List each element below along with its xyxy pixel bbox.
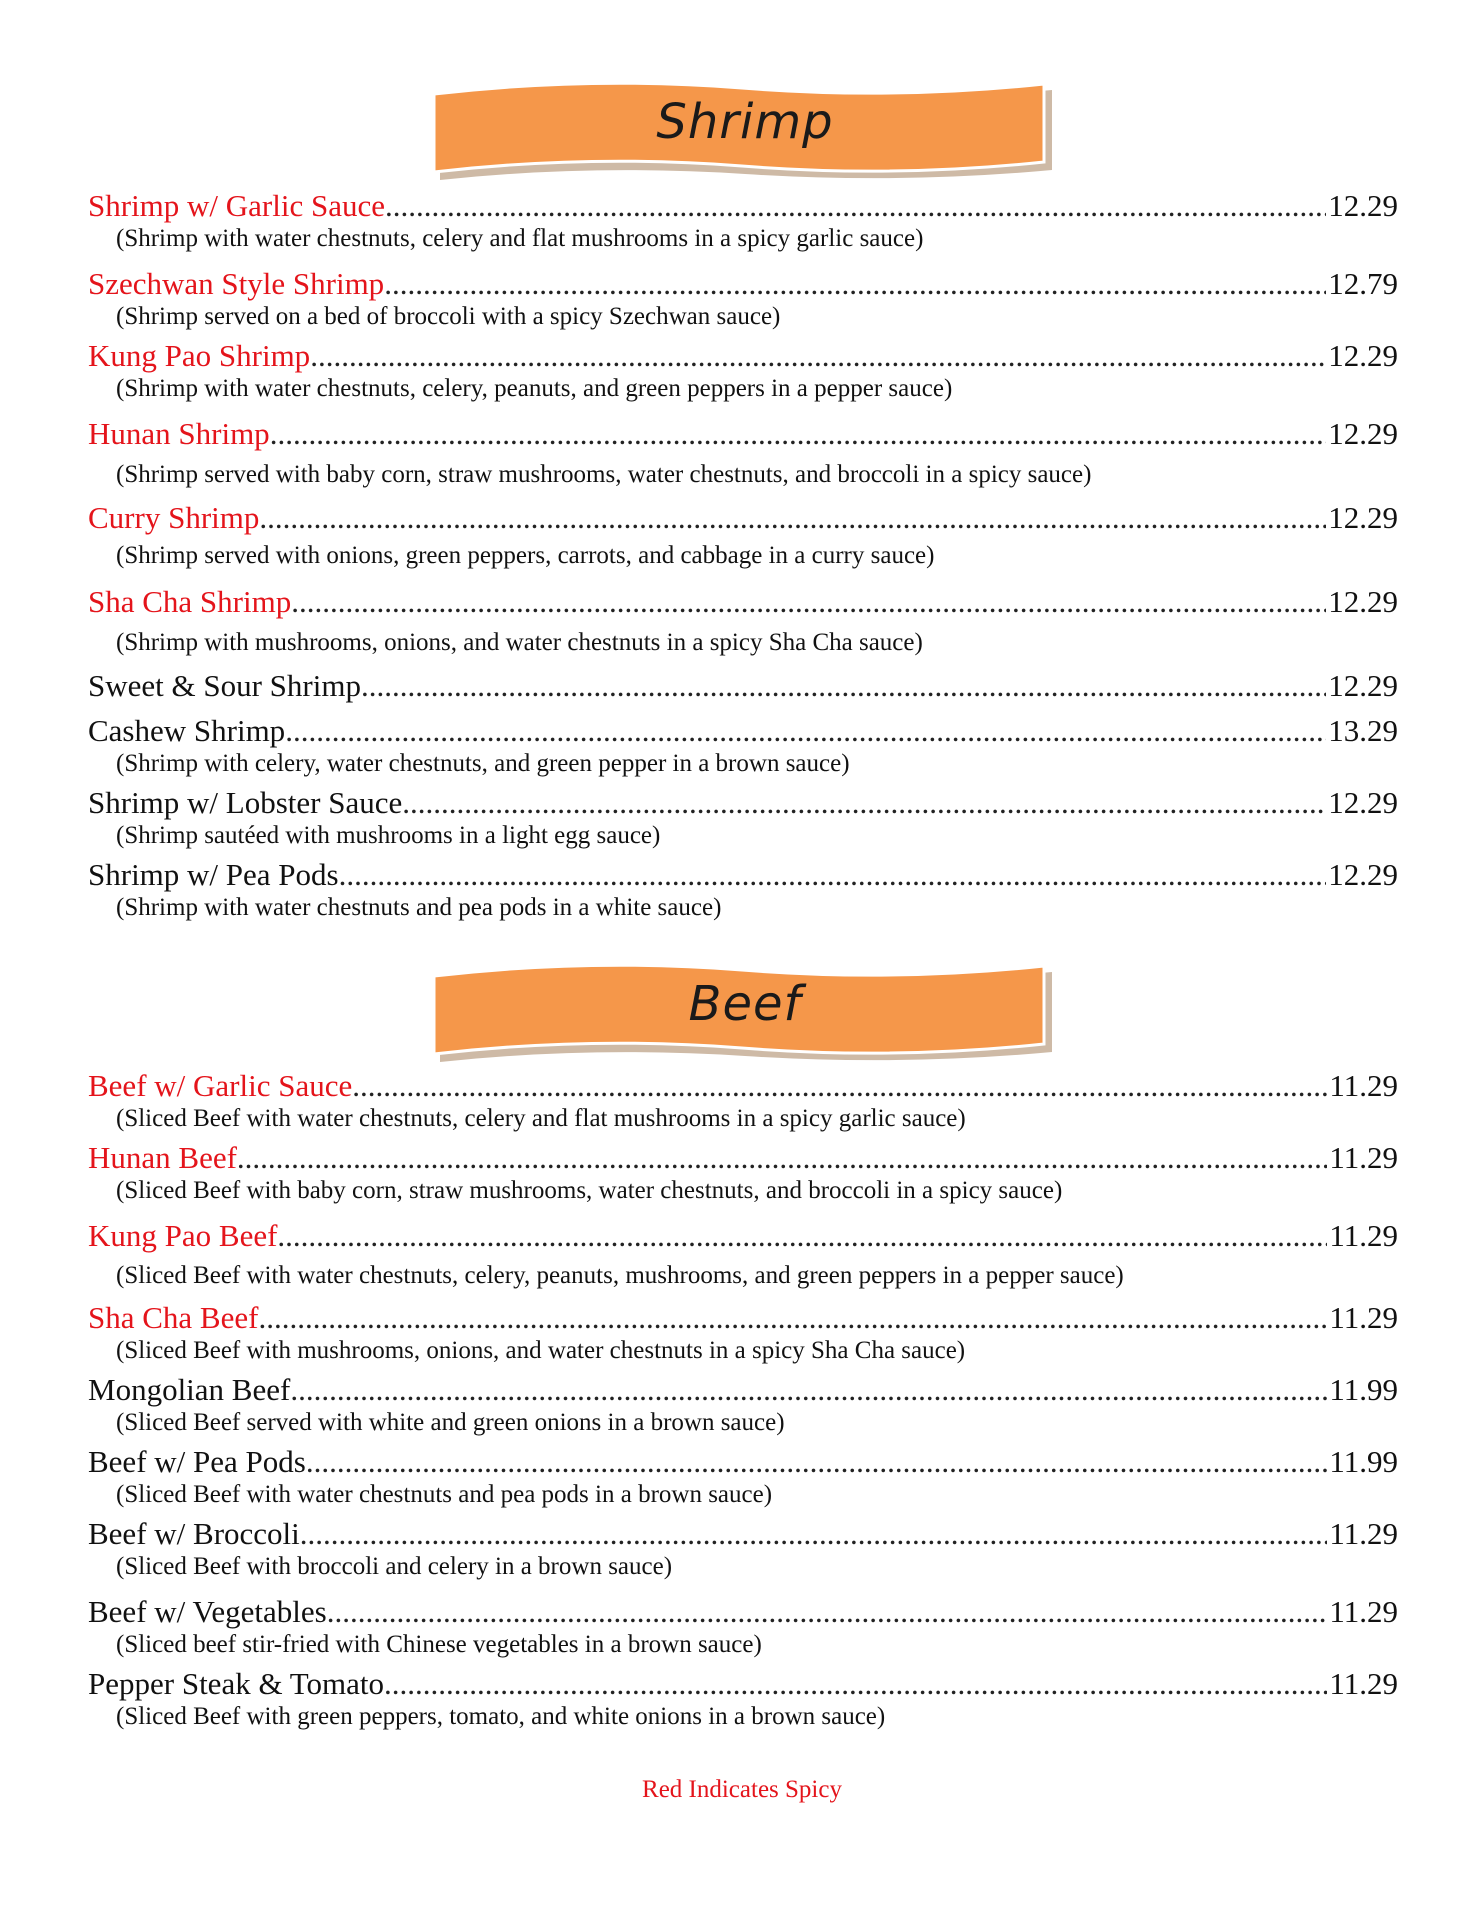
menu-item <box>88 1218 1398 1291</box>
menu-item <box>88 1444 1398 1510</box>
item-description: (Sliced Beef with mushrooms, onions, and water chestnuts in a spicy Sha Cha sauce) <box>116 1337 966 1364</box>
item-description: (Sliced Beef served with white and green onions in a brown sauce) <box>116 1409 785 1436</box>
item-price: 12.29 <box>1328 668 1398 703</box>
item-name: Beef w/ Vegetables <box>88 1594 327 1629</box>
menu-item <box>88 713 1398 779</box>
item-price: 11.29 <box>1329 1068 1398 1103</box>
item-price: 11.29 <box>1329 1516 1398 1551</box>
item-name: Kung Pao Beef <box>88 1218 278 1253</box>
dot-leader <box>291 584 1326 620</box>
dot-leader <box>352 1068 1327 1104</box>
dot-leader <box>361 668 1326 704</box>
item-price: 11.29 <box>1329 1140 1398 1175</box>
dot-leader <box>300 1516 1328 1552</box>
item-price: 11.29 <box>1329 1218 1398 1253</box>
dot-leader <box>270 416 1327 452</box>
menu-item <box>88 416 1398 490</box>
menu-item <box>88 338 1398 404</box>
dot-leader <box>384 266 1326 302</box>
item-name: Curry Shrimp <box>88 500 260 535</box>
item-description: (Shrimp sautéed with mushrooms in a light egg sauce) <box>116 822 661 849</box>
menu-item <box>88 1516 1398 1582</box>
item-price: 12.29 <box>1328 785 1398 820</box>
item-name: Beef w/ Pea Pods <box>88 1444 306 1479</box>
item-price: 12.29 <box>1328 857 1398 892</box>
menu-item <box>88 668 1398 704</box>
item-name: Sweet & Sour Shrimp <box>88 668 361 703</box>
item-price: 11.29 <box>1329 1666 1398 1701</box>
menu-item <box>88 1140 1398 1206</box>
item-name: Sha Cha Beef <box>88 1300 259 1335</box>
item-name: Hunan Shrimp <box>88 416 270 451</box>
section-banner-shrimp <box>430 80 1070 190</box>
item-price: 11.99 <box>1329 1444 1398 1479</box>
item-price: 11.29 <box>1329 1594 1398 1629</box>
menu-item <box>88 584 1398 658</box>
item-description: (Shrimp with water chestnuts, celery, peanuts, and green peppers in a pepper sauce) <box>116 375 953 402</box>
dot-leader <box>237 1140 1327 1176</box>
item-description: (Sliced Beef with green peppers, tomato, and white onions in a brown sauce) <box>116 1703 886 1730</box>
item-description: (Shrimp served with onions, green peppers, carrots, and cabbage in a curry sauce) <box>116 542 935 569</box>
item-name: Shrimp w/ Lobster Sauce <box>88 785 403 820</box>
item-name: Beef w/ Broccoli <box>88 1516 300 1551</box>
menu-item <box>88 500 1398 571</box>
dot-leader <box>258 1300 1327 1336</box>
menu-item <box>88 1594 1398 1660</box>
dot-leader <box>290 1372 1327 1408</box>
item-description: (Sliced Beef with water chestnuts and pea pods in a brown sauce) <box>116 1481 773 1508</box>
item-description: (Sliced Beef with water chestnuts, celery and flat mushrooms in a spicy garlic sauce) <box>116 1105 966 1132</box>
item-price: 12.29 <box>1328 584 1398 619</box>
section-banner-beef <box>430 962 1070 1072</box>
item-description: (Sliced Beef with baby corn, straw mushrooms, water chestnuts, and broccoli in a spicy sauce) <box>116 1177 1063 1204</box>
dot-leader <box>339 857 1327 893</box>
dot-leader <box>306 1444 1328 1480</box>
item-name: Shrimp w/ Garlic Sauce <box>88 188 386 223</box>
item-description: (Shrimp served with baby corn, straw mushrooms, water chestnuts, and broccoli in a spicy sauce) <box>116 461 1092 488</box>
spicy-legend-note: Red Indicates Spicy <box>642 1776 842 1803</box>
item-price: 11.99 <box>1329 1372 1398 1407</box>
item-description: (Shrimp served on a bed of broccoli with a spicy Szechwan sauce) <box>116 303 781 330</box>
menu-item <box>88 266 1398 332</box>
item-price: 12.29 <box>1328 416 1398 451</box>
menu-item <box>88 188 1398 254</box>
item-description: (Shrimp with celery, water chestnuts, and green pepper in a brown sauce) <box>116 750 850 777</box>
item-price: 12.29 <box>1328 188 1398 223</box>
menu-item <box>88 857 1398 923</box>
dot-leader <box>285 713 1326 749</box>
menu-item <box>88 1372 1398 1438</box>
item-name: Szechwan Style Shrimp <box>88 266 385 301</box>
item-name: Mongolian Beef <box>88 1372 291 1407</box>
dot-leader <box>310 338 1326 374</box>
item-name: Sha Cha Shrimp <box>88 584 292 619</box>
menu-item <box>88 1300 1398 1366</box>
item-price: 11.29 <box>1329 1300 1398 1335</box>
dot-leader <box>327 1594 1328 1630</box>
item-description: (Sliced Beef with water chestnuts, celery, peanuts, mushrooms, and green peppers in a pepper sauce) <box>116 1262 1124 1289</box>
dot-leader <box>385 188 1326 224</box>
item-price: 12.29 <box>1328 338 1398 373</box>
dot-leader <box>277 1218 1327 1254</box>
dot-leader <box>402 785 1326 821</box>
item-name: Hunan Beef <box>88 1140 237 1175</box>
item-price: 12.79 <box>1328 266 1398 301</box>
item-description: (Sliced Beef with broccoli and celery in a brown sauce) <box>116 1553 673 1580</box>
item-description: (Shrimp with water chestnuts, celery and flat mushrooms in a spicy garlic sauce) <box>116 225 924 252</box>
item-description: (Shrimp with water chestnuts and pea pods in a white sauce) <box>116 894 722 921</box>
menu-item <box>88 1068 1398 1134</box>
item-name: Shrimp w/ Pea Pods <box>88 857 339 892</box>
dot-leader <box>259 500 1326 536</box>
section-title: Shrimp <box>656 94 834 150</box>
item-name: Kung Pao Shrimp <box>88 338 311 373</box>
dot-leader <box>384 1666 1327 1702</box>
item-price: 12.29 <box>1328 500 1398 535</box>
item-description: (Sliced beef stir-fried with Chinese vegetables in a brown sauce) <box>116 1631 762 1658</box>
item-name: Pepper Steak & Tomato <box>88 1666 385 1701</box>
item-name: Cashew Shrimp <box>88 713 286 748</box>
item-name: Beef w/ Garlic Sauce <box>88 1068 353 1103</box>
item-price: 13.29 <box>1328 713 1398 748</box>
menu-item <box>88 785 1398 851</box>
menu-item <box>88 1666 1398 1732</box>
item-description: (Shrimp with mushrooms, onions, and water chestnuts in a spicy Sha Cha sauce) <box>116 629 923 656</box>
section-title: Beef <box>688 976 802 1032</box>
